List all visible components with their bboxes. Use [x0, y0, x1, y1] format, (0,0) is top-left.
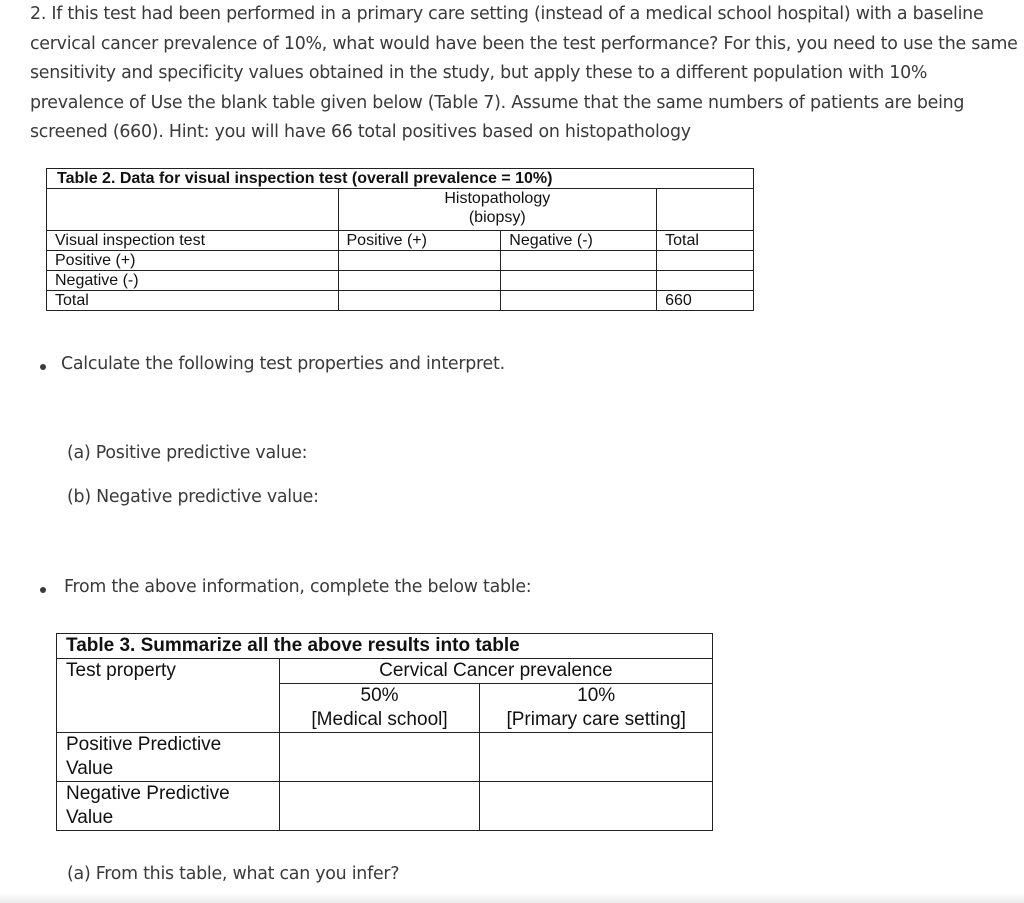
ppv-prompt: (a) Positive predictive value:	[67, 443, 308, 463]
cell-total-pos	[338, 291, 501, 311]
question-paragraph: 2. If this test had been performed in a primary care setting (instead of a medical school hospital) with a baseline cervical cancer prevalence of 10%, what would have been the test performance? For this, you need to use the same sensitivity and specificity values obtained in the study, but apply these to a different population with 10% prevalence of Use the blank table given below (Table 7). Assume that the same numbers of patients are being screened (660). Hint: you will have 66 total positives based on histopathology	[30, 4, 1018, 143]
prevalence-header: Cervical Cancer prevalence	[279, 659, 712, 684]
table-3	[56, 633, 713, 831]
row-label-negative: Negative (-)	[47, 271, 339, 291]
prevalence-50-header	[279, 684, 480, 733]
page-bottom-edge	[0, 893, 1024, 903]
npv-10-cell	[480, 782, 713, 831]
bullet-dot-icon	[40, 587, 46, 593]
biopsy-label: (biopsy)	[468, 209, 526, 226]
prevalence-50-value: 50%	[360, 685, 399, 706]
histopathology-label: Histopathology	[444, 190, 551, 207]
row-label-positive: Positive (+)	[47, 251, 339, 271]
table-2-total-header-spacer	[657, 189, 754, 231]
npv-50-cell	[279, 782, 480, 831]
ppv-label-line1: Positive Predictive	[66, 734, 222, 755]
total-column-header: Total	[657, 231, 754, 251]
medical-school-label: [Medical school]	[311, 709, 448, 730]
negative-column-header: Negative (-)	[501, 231, 657, 251]
npv-prompt: (b) Negative predictive value:	[67, 487, 319, 507]
cell-pos-pos	[338, 251, 501, 271]
prevalence-10-value: 10%	[577, 685, 616, 706]
question-text	[30, 0, 1020, 148]
ppv-10-cell	[480, 733, 713, 782]
prevalence-10-header	[480, 684, 713, 733]
histopathology-header	[338, 189, 657, 231]
table-2-caption: Table 2. Data for visual inspection test (overall prevalence = 10%)	[47, 169, 754, 189]
cell-pos-neg	[501, 251, 657, 271]
cell-total-total: 660	[657, 291, 754, 311]
npv-label-line1: Negative Predictive	[66, 783, 230, 804]
bullet-complete-text: From the above information, complete the below table:	[64, 577, 532, 597]
bullet-calculate-text: Calculate the following test properties and interpret.	[61, 354, 505, 374]
table-2-corner-cell	[47, 189, 339, 231]
ppv-label-line2: Value	[66, 758, 114, 779]
test-property-header: Test property	[57, 659, 280, 733]
cell-total-neg	[501, 291, 657, 311]
cell-neg-neg	[501, 271, 657, 291]
npv-label-line2: Value	[66, 807, 114, 828]
positive-column-header: Positive (+)	[338, 231, 501, 251]
row-label-total: Total	[47, 291, 339, 311]
table-2	[46, 168, 754, 311]
cell-neg-total	[657, 271, 754, 291]
ppv-50-cell	[279, 733, 480, 782]
cell-neg-pos	[338, 271, 501, 291]
primary-care-label: [Primary care setting]	[506, 709, 686, 730]
npv-row-label	[57, 782, 280, 831]
visual-inspection-header: Visual inspection test	[47, 231, 339, 251]
bullet-dot-icon	[40, 364, 46, 370]
table-3-caption: Table 3. Summarize all the above results into table	[57, 634, 713, 659]
infer-prompt: (a) From this table, what can you infer?	[67, 864, 400, 884]
cell-pos-total	[657, 251, 754, 271]
ppv-row-label	[57, 733, 280, 782]
